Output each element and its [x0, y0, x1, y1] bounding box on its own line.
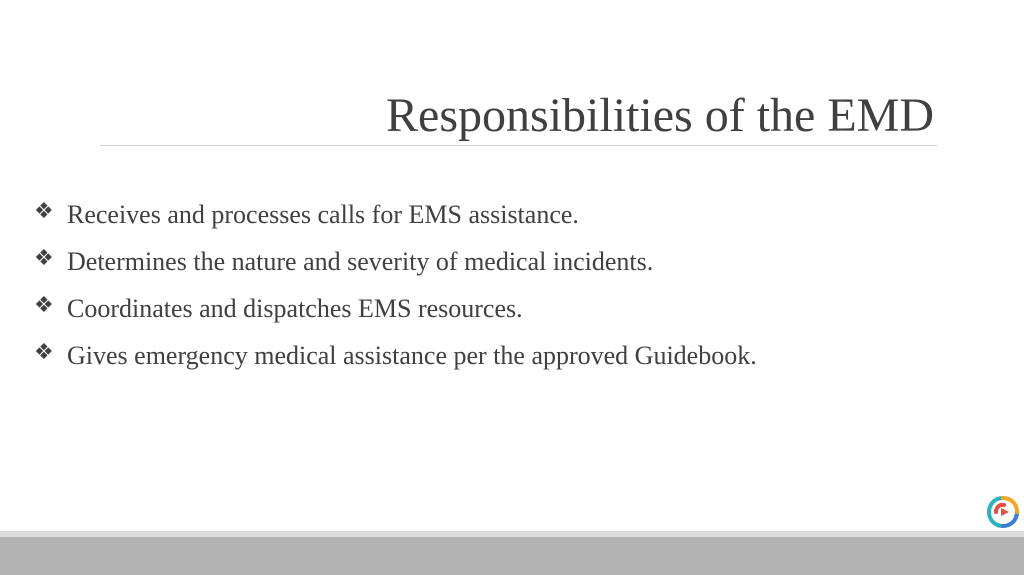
bullet-text: Coordinates and dispatches EMS resources. [67, 294, 523, 323]
bullet-item [34, 337, 757, 384]
bullet-text: Receives and processes calls for EMS assistance. [67, 200, 579, 229]
diamond-bullet-icon: ❖ [34, 293, 54, 318]
diamond-bullet-icon: ❖ [34, 199, 54, 224]
diamond-bullet-icon: ❖ [34, 246, 54, 271]
bullet-text: Gives emergency medical assistance per the approved Guidebook. [67, 341, 757, 370]
bullet-text: Determines the nature and severity of medical incidents. [67, 247, 654, 276]
bullet-list [34, 196, 757, 384]
colorful-swirl-logo-icon [986, 495, 1020, 529]
bullet-item [34, 290, 757, 337]
bullet-item [34, 196, 757, 243]
footer-bar [0, 537, 1024, 575]
bullet-item [34, 243, 757, 290]
slide-title: Responsibilities of the EMD [386, 89, 934, 142]
title-divider [100, 145, 937, 146]
diamond-bullet-icon: ❖ [34, 340, 54, 365]
